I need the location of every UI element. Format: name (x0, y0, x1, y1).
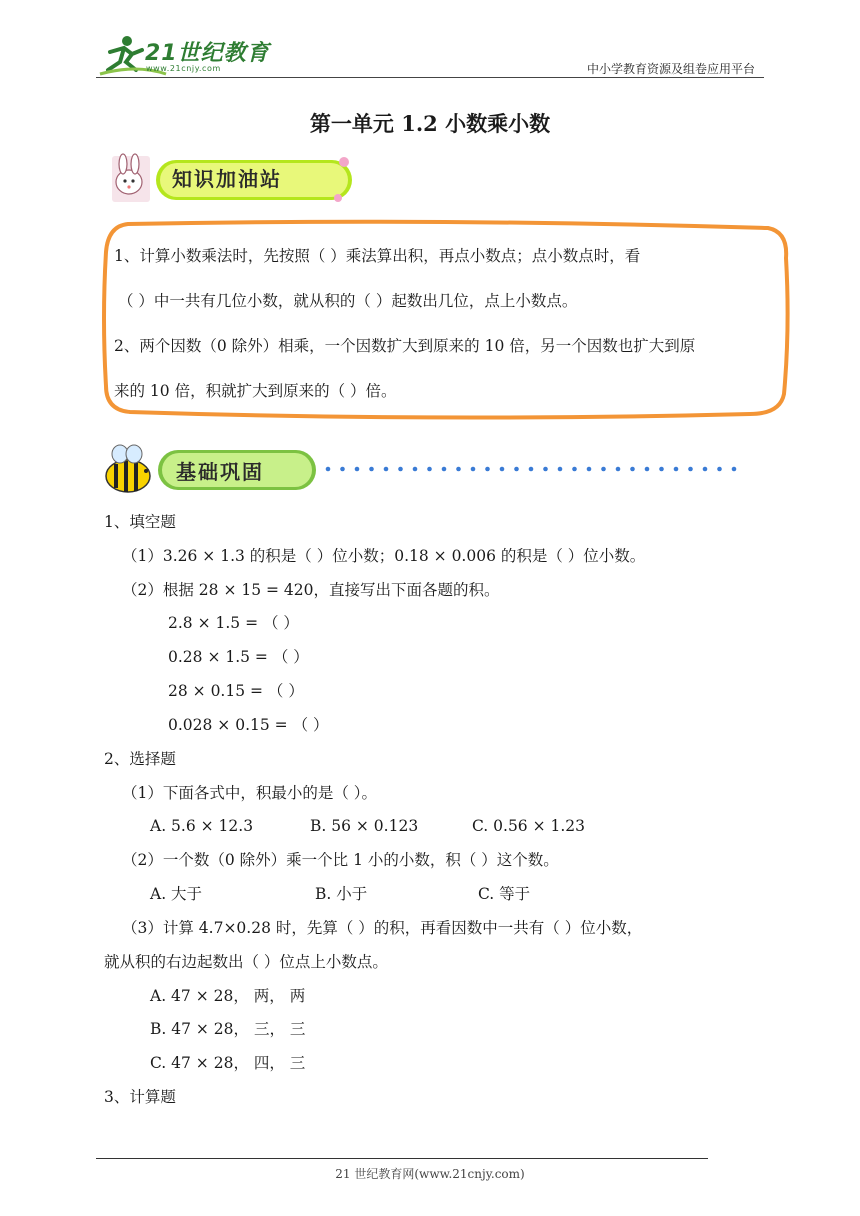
decor-dot (413, 467, 418, 472)
decor-dot (688, 467, 693, 472)
q2-p2-option-b: B. 小于 (315, 885, 368, 903)
knowledge-badge-label: 知识加油站 (172, 167, 282, 191)
q1-title: 1、填空题 (104, 513, 176, 531)
knowledge-line-3: 2、两个因数（0 除外）相乘，一个因数扩大到原来的 10 倍，另一个因数也扩大到原 (114, 337, 696, 355)
decor-dot (558, 467, 563, 472)
q2-p3-option-a: A. 47 × 28， 两， 两 (150, 987, 306, 1005)
page-title: 第一单元 1.2 小数乘小数 (309, 111, 551, 136)
logo-url-text: www.21cnjy.com (146, 64, 221, 73)
q2-p2-option-a: A. 大于 (150, 885, 203, 903)
basics-badge-label: 基础巩固 (176, 460, 264, 484)
q2-p2-option-c: C. 等于 (478, 885, 531, 903)
decor-dot (485, 467, 490, 472)
decor-dot (442, 467, 447, 472)
decor-dot (500, 467, 505, 472)
footer-divider (96, 1158, 708, 1159)
decor-dot (601, 467, 606, 472)
decor-dot (572, 467, 577, 472)
footer-text: 21 世纪教育网(www.21cnjy.com) (335, 1167, 525, 1181)
decor-dot (369, 467, 374, 472)
q1-item: 0.28 × 1.5 = （ ） (168, 648, 309, 666)
q1-item: 28 × 0.15 = （ ） (168, 682, 304, 700)
q2-part2: （2）一个数（0 除外）乘一个比 1 小的小数，积（ ）这个数。 (122, 851, 559, 869)
q2-p3-option-c: C. 47 × 28， 四， 三 (150, 1054, 306, 1072)
q2-p1-option-b: B. 56 × 0.123 (310, 817, 419, 835)
decor-dot (384, 467, 389, 472)
q1-part1: （1）3.26 × 1.3 的积是（ ）位小数；0.18 × 0.006 的积是（ ）位小数。 (122, 547, 646, 565)
decor-dot (398, 467, 403, 472)
decor-dot (355, 467, 360, 472)
q2-p1-option-a: A. 5.6 × 12.3 (150, 817, 254, 835)
q3-title: 3、计算题 (104, 1088, 176, 1106)
q2-part1: （1）下面各式中，积最小的是（ ）。 (122, 784, 378, 802)
decor-dot (717, 467, 722, 472)
decor-dot (529, 467, 534, 472)
header-divider (96, 77, 764, 78)
q1-item: 2.8 × 1.5 = （ ） (168, 614, 299, 632)
decor-dot (587, 467, 592, 472)
decor-dot (659, 467, 664, 472)
decor-dot (703, 467, 708, 472)
decor-dot (630, 467, 635, 472)
knowledge-line-4: 来的 10 倍，积就扩大到原来的（ ）倍。 (114, 382, 397, 400)
q2-p3-option-b: B. 47 × 28， 三， 三 (150, 1020, 306, 1038)
decor-dot (427, 467, 432, 472)
decor-dot (514, 467, 519, 472)
decor-dot (543, 467, 548, 472)
q2-p1-option-c: C. 0.56 × 1.23 (472, 817, 586, 835)
decor-dot (456, 467, 461, 472)
knowledge-line-2: （ ）中一共有几位小数，就从积的（ ）起数出几位，点上小数点。 (118, 292, 578, 310)
header-platform-text: 中小学教育资源及组卷应用平台 (586, 62, 755, 76)
knowledge-line-1: 1、计算小数乘法时，先按照（ ）乘法算出积，再点小数点；点小数点时，看 (114, 247, 641, 265)
decor-dot (674, 467, 679, 472)
decor-dot (326, 467, 331, 472)
q1-part2: （2）根据 28 × 15 = 420，直接写出下面各题的积。 (122, 581, 500, 599)
decor-dot (340, 467, 345, 472)
q1-item: 0.028 × 0.15 = （ ） (168, 716, 329, 734)
decor-dot (732, 467, 737, 472)
q2-title: 2、选择题 (104, 750, 176, 768)
q2-part3-line2: 就从积的右边起数出（ ）位点上小数点。 (104, 953, 388, 971)
decor-dot (645, 467, 650, 472)
decor-dot (471, 467, 476, 472)
decor-dot (616, 467, 621, 472)
q2-part3-line1: （3）计算 4.7×0.28 时，先算（ ）的积，再看因数中一共有（ ）位小数， (122, 919, 643, 937)
logo-brand-text: 21世纪教育 (145, 41, 270, 66)
